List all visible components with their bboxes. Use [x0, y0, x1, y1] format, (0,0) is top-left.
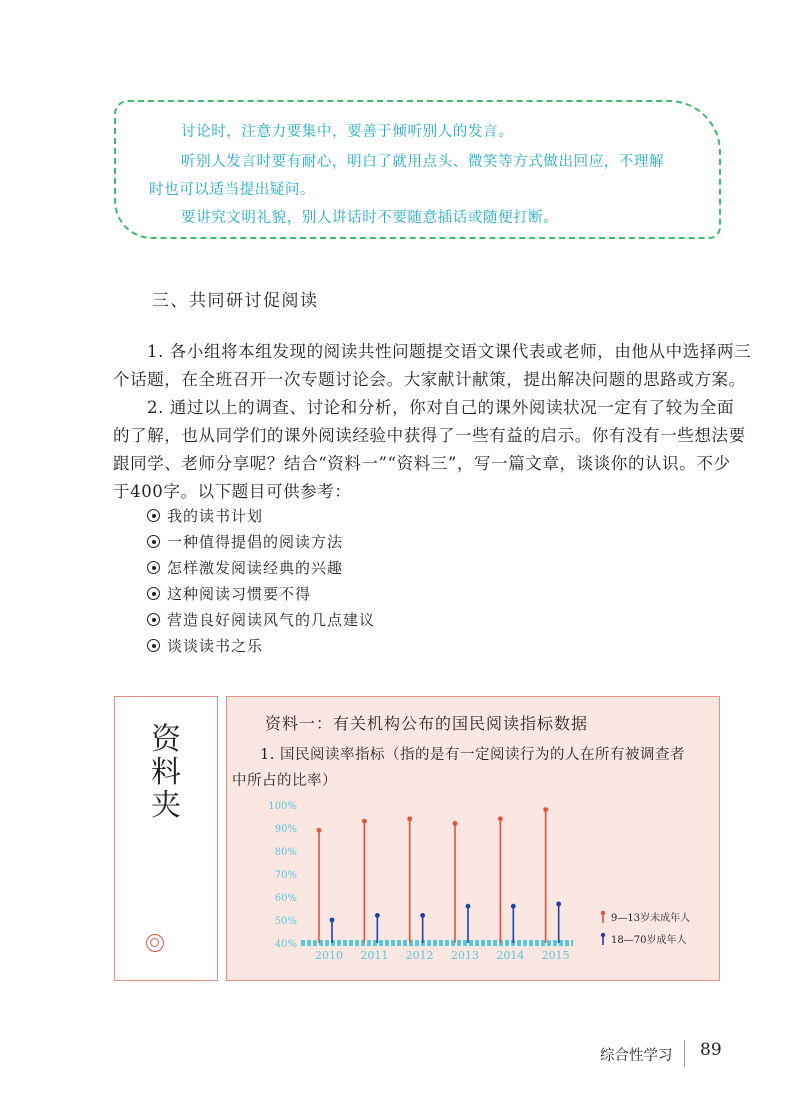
- paragraph-line: 于400字。以下题目可供参考：: [113, 482, 352, 501]
- legend-label: 9—13岁未成年人: [611, 913, 691, 924]
- circle-bullet-icon: [147, 509, 160, 522]
- x-axis-gap: [335, 940, 337, 946]
- x-axis-gap: [395, 940, 397, 946]
- legend-point: [601, 933, 605, 937]
- y-tick-label: 40%: [274, 939, 297, 950]
- x-tick-label: 2010: [315, 949, 343, 962]
- x-axis-gap: [533, 940, 535, 946]
- x-axis-gap: [443, 940, 445, 946]
- circle-bullet-icon: [147, 613, 160, 626]
- x-tick-label: 2015: [541, 949, 570, 962]
- x-axis-gap: [407, 940, 409, 946]
- circle-bullet-icon: [147, 587, 160, 600]
- footer-divider: [684, 1040, 685, 1067]
- topic-text: 这种阅读习惯要不得: [167, 585, 312, 603]
- tip-line-1: 讨论时，注意力要集中，要善于倾听别人的发言。: [181, 124, 514, 140]
- y-tick-label: 70%: [274, 870, 297, 881]
- reading-rate-chart: [227, 697, 721, 982]
- x-axis-gap: [479, 940, 481, 946]
- x-tick-label: 2013: [451, 949, 479, 962]
- paragraph-line: 2. 通过以上的调查、讨论和分析，你对自己的课外阅读状况一定有了较为全面: [147, 398, 735, 417]
- tip-line-4: 要讲究文明礼貌，别人讲话时不要随意插话或随便打断。: [181, 210, 559, 226]
- material-subtitle-line-2: 中所占的比率）: [232, 773, 337, 789]
- y-tick-label: 60%: [274, 893, 297, 904]
- lollipop-point: [498, 816, 503, 821]
- x-axis-gap: [515, 940, 517, 946]
- topic-item: [147, 583, 311, 604]
- x-axis-gap: [359, 940, 361, 946]
- resource-folder-tab: [114, 696, 218, 981]
- target-circle-icon: [146, 934, 164, 952]
- x-axis-gap: [323, 940, 325, 946]
- x-axis-gap: [419, 940, 421, 946]
- x-axis-gap: [485, 940, 487, 946]
- tip-line-2: 听别人发言时要有耐心，明白了就用点头、微笑等方式做出回应，不理解: [181, 154, 665, 170]
- lollipop-point: [543, 807, 548, 812]
- x-axis-gap: [311, 940, 313, 946]
- lollipop-point: [420, 913, 425, 918]
- x-tick-label: 2011: [360, 949, 389, 962]
- paragraph-line: 个话题，在全班召开一次专题讨论会。大家献计献策，提出解决问题的思路或方案。: [113, 370, 746, 389]
- y-tick-label: 50%: [274, 916, 297, 927]
- paragraph-line: 的了解，也从同学们的课外阅读经验中获得了一些有益的启示。你有没有一些想法要: [113, 426, 746, 445]
- circle-bullet-icon: [147, 535, 160, 548]
- topic-item: [147, 557, 343, 578]
- material-title: 资料一：有关机构公布的国民阅读指标数据: [265, 714, 589, 733]
- x-axis-gap: [473, 940, 475, 946]
- footer-section-label: 综合性学习: [600, 1048, 673, 1064]
- x-axis-gap: [569, 940, 571, 946]
- paragraph-line: 1. 各小组将本组发现的阅读共性问题提交语文课代表或老师，由他从中选择两三: [147, 342, 752, 361]
- tip-line-3: 时也可以适当提出疑问。: [149, 182, 316, 198]
- topic-item: [147, 635, 263, 656]
- lollipop-point: [407, 816, 412, 821]
- lollipop-point: [556, 902, 561, 907]
- material-panel: [226, 696, 720, 981]
- x-axis-gap: [461, 940, 463, 946]
- lollipop-point: [375, 913, 380, 918]
- x-axis-gap: [383, 940, 385, 946]
- x-axis-gap: [389, 940, 391, 946]
- x-tick-label: 2014: [496, 949, 525, 962]
- topic-text: 我的读书计划: [167, 507, 264, 525]
- x-axis-gap: [491, 940, 493, 946]
- x-axis-gap: [371, 940, 373, 946]
- x-axis-gap: [347, 940, 349, 946]
- topic-item: [147, 505, 263, 526]
- y-tick-label: 100%: [268, 801, 297, 812]
- lollipop-point: [453, 821, 458, 826]
- x-axis-gap: [563, 940, 565, 946]
- x-axis-gap: [539, 940, 541, 946]
- topic-item: [147, 531, 343, 552]
- circle-bullet-icon: [147, 639, 160, 652]
- x-tick-label: 2012: [405, 949, 434, 962]
- x-axis-gap: [305, 940, 307, 946]
- x-axis-gap: [449, 940, 451, 946]
- topic-text: 怎样激发阅读经典的兴趣: [167, 559, 344, 577]
- x-axis-gap: [365, 940, 367, 946]
- lollipop-point: [362, 819, 367, 824]
- x-axis-gap: [431, 940, 433, 946]
- x-axis-gap: [503, 940, 505, 946]
- paragraph-line: 跟同学、老师分享呢？结合“资料一”“资料三”，写一篇文章，谈谈你的认识。不少: [113, 454, 731, 473]
- x-axis-gap: [413, 940, 415, 946]
- x-axis-gap: [521, 940, 523, 946]
- x-axis-gap: [341, 940, 343, 946]
- topic-text: 谈谈读书之乐: [167, 637, 264, 655]
- lollipop-point: [511, 904, 516, 909]
- x-axis-gap: [527, 940, 529, 946]
- legend-point: [601, 911, 605, 915]
- material-subtitle-line-1: 1. 国民阅读率指标（指的是有一定阅读行为的人在所有被调查者: [260, 747, 685, 763]
- section-title: 三、共同研讨促阅读: [152, 291, 319, 311]
- x-axis-gap: [551, 940, 553, 946]
- x-axis-gap: [353, 940, 355, 946]
- legend-label: 18—70岁成年人: [611, 935, 687, 946]
- x-axis-gap: [497, 940, 499, 946]
- x-axis-gap: [425, 940, 427, 946]
- x-axis-gap: [509, 940, 511, 946]
- x-axis-gap: [437, 940, 439, 946]
- page-number: 89: [700, 1040, 722, 1060]
- lollipop-point: [330, 918, 335, 923]
- topic-text: 营造良好阅读风气的几点建议: [167, 611, 376, 629]
- topic-text: 一种值得提倡的阅读方法: [167, 533, 344, 551]
- lollipop-point: [466, 904, 471, 909]
- x-axis-gap: [401, 940, 403, 946]
- x-axis-gap: [329, 940, 331, 946]
- y-tick-label: 80%: [274, 847, 297, 858]
- y-tick-label: 90%: [274, 824, 297, 835]
- folder-title: 资料夹: [151, 722, 181, 823]
- topic-item: [147, 609, 375, 630]
- circle-bullet-icon: [147, 561, 160, 574]
- lollipop-point: [317, 828, 322, 833]
